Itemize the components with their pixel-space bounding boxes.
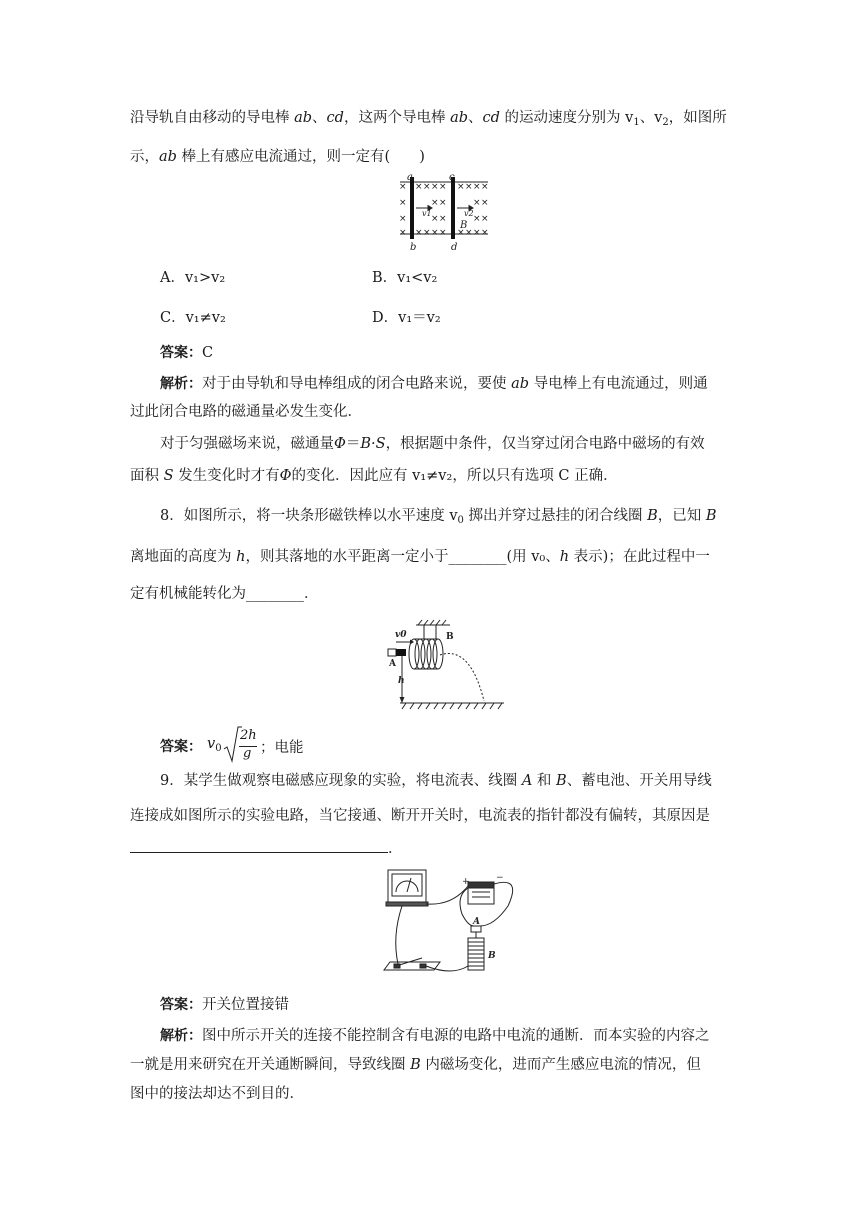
q7-analysis-line-3 bbox=[160, 434, 705, 454]
text: 和 bbox=[532, 773, 557, 789]
text: ，已知 bbox=[657, 508, 706, 524]
q9-analysis-line-1 bbox=[160, 1026, 710, 1046]
field-cross: × bbox=[399, 228, 407, 238]
field-cross: × bbox=[439, 214, 447, 224]
field-cross: × bbox=[439, 228, 447, 238]
q7-stem-line-2 bbox=[130, 147, 425, 167]
coil-b: B bbox=[410, 1057, 421, 1073]
field-cross: × bbox=[399, 198, 407, 208]
text: 、 bbox=[468, 110, 483, 126]
text: v bbox=[207, 736, 216, 752]
field-cross: × bbox=[431, 198, 439, 208]
field-cross: × bbox=[457, 182, 465, 192]
field-cross: × bbox=[423, 182, 431, 192]
label-v0: v0 bbox=[395, 630, 407, 640]
text: 发生变化时才有 bbox=[173, 468, 280, 484]
text: 内磁场变化，进而产生感应电流的情况，但 bbox=[420, 1057, 701, 1073]
rod-cd-bar bbox=[451, 177, 455, 239]
label-b: B bbox=[488, 951, 496, 961]
q8-magnet-coil-figure bbox=[380, 615, 510, 715]
fraction-denominator: g bbox=[243, 746, 252, 761]
rod-ab: ab bbox=[511, 376, 530, 392]
text: 棒上有感应电流通过，则一定有( ) bbox=[176, 149, 425, 165]
answer-label: 答案： bbox=[160, 739, 202, 755]
rod-ab: ab bbox=[294, 110, 313, 126]
field-cross: × bbox=[481, 228, 489, 238]
field-cross: × bbox=[481, 182, 489, 192]
label-d: d bbox=[451, 242, 458, 252]
q9-stem-line-2: 连接成如图所示的实验电路，当它接通、断开开关时，电流表的指针都没有偏转，其原因是 bbox=[130, 808, 710, 824]
text: ，这两个导电棒 bbox=[343, 110, 451, 126]
q7-answer bbox=[160, 343, 213, 363]
symbol-phi: Φ bbox=[279, 468, 292, 484]
text: ，则其落地的水平距离一定小于________(用 v₀、 bbox=[245, 549, 560, 565]
coil-b: B bbox=[647, 508, 658, 524]
magnet-n bbox=[396, 649, 406, 656]
analysis-label: 解析： bbox=[160, 1028, 202, 1044]
text: ＝ bbox=[345, 436, 361, 452]
answer-label: 答案： bbox=[160, 997, 202, 1013]
fraction-numerator: 2h bbox=[240, 728, 257, 743]
option-a: A．v₁>v₂ bbox=[160, 270, 226, 286]
subscript: 2 bbox=[662, 117, 669, 128]
text: 图中所示开关的连接不能控制含有电源的电路中电流的通断．而本实验的内容之 bbox=[202, 1028, 710, 1044]
label-v2: v2 bbox=[464, 209, 474, 218]
answer-blank bbox=[130, 838, 388, 853]
label-minus: − bbox=[496, 873, 504, 883]
rod-cd: cd bbox=[482, 110, 500, 126]
rod-ab: ab bbox=[159, 149, 177, 165]
text: 导电棒上有电流通过，则通 bbox=[529, 376, 708, 392]
subscript: 1 bbox=[633, 117, 640, 128]
symbol-s: S bbox=[163, 468, 174, 484]
field-cross: × bbox=[473, 198, 481, 208]
text: ，如图所 bbox=[668, 110, 727, 126]
field-cross: × bbox=[473, 214, 481, 224]
label-b: B bbox=[446, 632, 454, 642]
field-cross: × bbox=[465, 182, 473, 192]
text: 掷出并穿过悬挂的闭合线圈 bbox=[463, 508, 648, 524]
label-B-field: B bbox=[460, 220, 468, 231]
label-v1: v1 bbox=[422, 209, 432, 218]
field-cross: × bbox=[457, 228, 465, 238]
answer-value: C bbox=[202, 345, 214, 361]
symbol-h: h bbox=[236, 549, 246, 565]
field-cross: × bbox=[481, 214, 489, 224]
option-d: D．v₁＝v₂ bbox=[372, 310, 441, 326]
answer-tail: ；电能 bbox=[260, 740, 304, 756]
field-cross: × bbox=[399, 214, 407, 224]
field-cross: × bbox=[439, 198, 447, 208]
label-h: h bbox=[398, 676, 405, 686]
field-cross: × bbox=[399, 182, 407, 192]
ceiling-hatch bbox=[418, 620, 446, 625]
label-plus: + bbox=[462, 877, 470, 887]
text: 的运动速度分别为 v bbox=[499, 110, 634, 126]
text: ，根据题中条件，仅当穿过闭合电路中磁场的有效 bbox=[385, 436, 705, 452]
coil-stack bbox=[468, 926, 484, 970]
label-a: A bbox=[389, 659, 396, 669]
q7-rails-figure bbox=[398, 172, 490, 252]
text: 9．某学生做观察电磁感应现象的实验，将电流表、线圈 bbox=[160, 773, 522, 789]
q7-analysis-line-1 bbox=[160, 374, 708, 394]
q9-answer bbox=[160, 995, 289, 1015]
battery bbox=[468, 882, 494, 904]
field-cross: × bbox=[431, 228, 439, 238]
subscript: 0 bbox=[457, 515, 464, 526]
field-cross: × bbox=[415, 182, 423, 192]
coil-a: A bbox=[521, 773, 533, 789]
text: 、 bbox=[312, 110, 327, 126]
q7-stem-line-1 bbox=[130, 108, 727, 133]
q9-analysis-line-2 bbox=[130, 1055, 701, 1075]
label-a: a bbox=[407, 172, 413, 183]
arrow-head bbox=[400, 697, 405, 703]
field-cross: × bbox=[431, 214, 439, 224]
ground-hatch bbox=[402, 703, 502, 709]
label-a: A bbox=[473, 917, 480, 927]
subscript: 0 bbox=[215, 743, 222, 754]
q9-stem-line-3 bbox=[130, 838, 403, 859]
text: 、v bbox=[639, 110, 663, 126]
field-cross: × bbox=[423, 228, 431, 238]
rod-cd: cd bbox=[326, 110, 344, 126]
text: 的变化．因此应有 v₁≠v₂，所以只有选项 C 正确． bbox=[291, 468, 618, 484]
text: 、蓄电池、开关用导线 bbox=[566, 773, 712, 789]
field-cross: × bbox=[465, 228, 473, 238]
label-b: b bbox=[410, 242, 417, 252]
q8-stem-line-1 bbox=[160, 506, 717, 531]
q7-analysis-line-4 bbox=[130, 466, 618, 486]
symbol-h: h bbox=[559, 549, 570, 565]
text: 8．如图所示，将一块条形磁铁棒以水平速度 v bbox=[160, 508, 458, 524]
text: 离地面的高度为 bbox=[130, 549, 237, 565]
wire bbox=[396, 906, 402, 964]
coil-b: B bbox=[705, 508, 717, 524]
symbol-phi: Φ bbox=[334, 436, 346, 452]
text: 沿导轨自由移动的导电棒 bbox=[130, 110, 295, 126]
text: 表示)；在此过程中一 bbox=[569, 549, 710, 565]
q9-stem-line-1 bbox=[160, 771, 712, 791]
answer-v0 bbox=[207, 736, 222, 754]
field-cross: × bbox=[431, 182, 439, 192]
field-cross: × bbox=[473, 228, 481, 238]
text: 一就是用来研究在开关通断瞬间，导致线圈 bbox=[130, 1057, 411, 1073]
label-c: c bbox=[449, 172, 455, 183]
coil-b: B bbox=[556, 773, 567, 789]
q9-analysis-line-3: 图中的接法却达不到目的． bbox=[130, 1086, 304, 1102]
field-cross: × bbox=[481, 198, 489, 208]
field-cross: × bbox=[415, 228, 423, 238]
formula-bs: B·S bbox=[360, 436, 386, 452]
analysis-label: 解析： bbox=[160, 376, 202, 392]
trajectory bbox=[440, 653, 484, 701]
q9-circuit-figure bbox=[382, 866, 522, 982]
field-cross: × bbox=[439, 182, 447, 192]
answer-value: 开关位置接错 bbox=[202, 997, 289, 1013]
magnet-s bbox=[388, 649, 396, 656]
q8-stem-line-3: 定有机械能转化为________． bbox=[130, 586, 319, 602]
text: 面积 bbox=[130, 468, 164, 484]
option-b: B．v₁<v₂ bbox=[372, 270, 438, 286]
sqrt-sign bbox=[222, 725, 242, 765]
field-cross: × bbox=[473, 182, 481, 192]
coil bbox=[409, 639, 443, 669]
text: 示， bbox=[130, 149, 159, 165]
q8-stem-line-2 bbox=[130, 547, 710, 567]
text: ． bbox=[388, 841, 403, 857]
text: 对于匀强磁场来说，磁通量 bbox=[160, 436, 334, 452]
q7-analysis-line-2: 过此闭合电路的磁通量必发生变化． bbox=[130, 404, 362, 420]
answer-label: 答案： bbox=[160, 345, 202, 361]
rod-ab: ab bbox=[450, 110, 468, 126]
galvanometer bbox=[386, 870, 428, 906]
text: 对于由导轨和导电棒组成的闭合电路来说，要使 bbox=[202, 376, 512, 392]
option-c: C．v₁≠v₂ bbox=[160, 310, 226, 326]
rod-ab-bar bbox=[410, 177, 414, 239]
